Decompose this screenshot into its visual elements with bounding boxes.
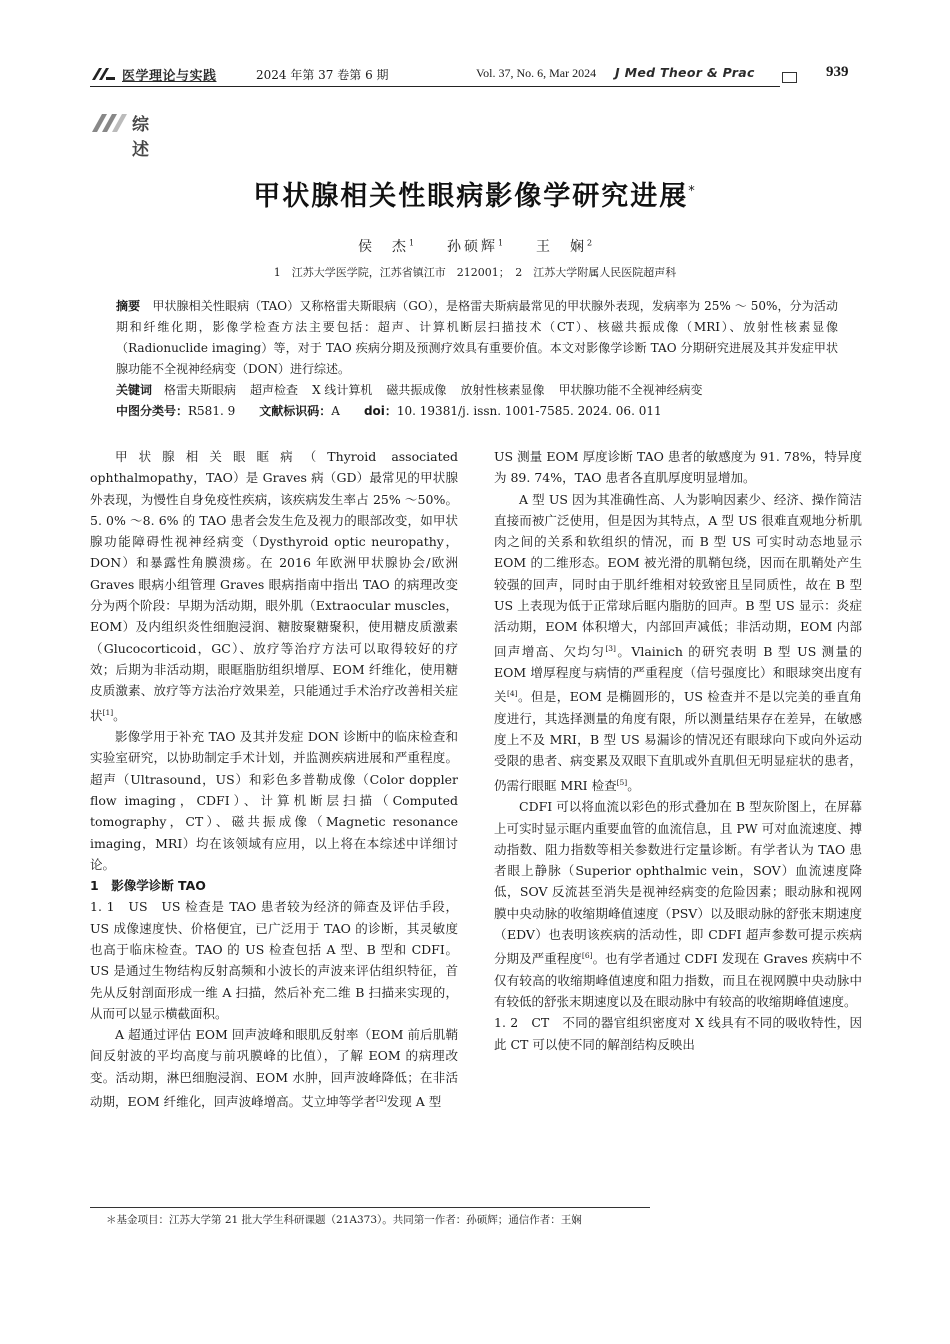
- citation: [3]: [605, 643, 616, 653]
- author-name: 王 娴: [535, 239, 587, 255]
- keyword: 甲状腺功能不全视神经病变: [558, 383, 703, 397]
- footnote: ＊基金项目：江苏大学第 21 批大学生科研课题（21A373）。共同第一作者：孙硕辉；通信作者：王娴: [106, 1214, 582, 1226]
- classification-row: [116, 401, 838, 422]
- section-heading: 1 影像学诊断 TAO: [90, 878, 206, 894]
- journal-name-en: J Med Theor & Prac: [615, 65, 755, 80]
- abstract-paragraph: [116, 296, 838, 380]
- paragraph-text: 。也有学者通过 CDFI 发现在 Graves 疾病中不仅有较高的收缩期峰值速度和阻力指数，而且在视网膜中央动脉中有较低的舒张末期速度以及在眼动脉中有较高的收缩期峰值速度。: [494, 951, 862, 1010]
- paragraph-text: A 型 US 因为其准确性高、人为影响因素少、经济、操作简洁直接而被广泛使用，但是因为其特点，A 型 US 很难直观地分析肌肉之间的关系和软组织的情况，而 B 型 US 可实时动态地显示 EOM 的二维形态。EOM 被光滑的肌鞘包绕，因而在肌鞘处产生较强的回声，同时由于肌纤维相对较致密且呈同质性，故在 B 型 US 上表现为低于正常球后眶内脂肪的回声。B 型 US 显示：炎症活动期，EOM 体积增大，内部回声减低；非活动期，EOM 内部回声增高、欠均匀: [494, 491, 862, 659]
- clc-value: R581. 9: [188, 404, 236, 418]
- author-affiliation-mark: 1: [497, 238, 504, 248]
- body-paragraph: US 测量 EOM 厚度诊断 TAO 患者的敏感度为 91. 78%，特异度为 89. 74%，TAO 患者各直肌厚度明显增加。: [494, 449, 862, 486]
- abstract-label: 摘要: [116, 299, 141, 313]
- issue-cn: 2024 年第 37 卷第 6 期: [256, 68, 389, 82]
- body-paragraph: [90, 1024, 458, 1112]
- author-name: 侯 杰: [357, 239, 409, 255]
- body-paragraph: [90, 446, 458, 726]
- section-label: 综述: [132, 115, 157, 160]
- title-footnote-mark: *: [688, 184, 697, 199]
- paragraph-text: 。但是，EOM 是椭圆形的，US 检查并不是以完美的垂直角度进行，其选择测量的角度有限，所以测量结果存在差异，在敏感度上不及 MRI，B 型 US 易漏诊的情况还有眼球向下或向外运动受限的患者、病变累及双眼下直肌或外直肌但无明显症状的患者，仍需行眼眶 MRI 检查: [494, 689, 862, 793]
- paragraph-text: 。: [113, 707, 126, 723]
- author-name: 孙硕辉: [446, 239, 498, 255]
- abstract-block: [116, 296, 838, 422]
- paragraph-text: 。Vlainich 的研究表明 B 型 US 测量的 EOM 增厚程度与病情的严重程度（信号强度比）和眼球突出度有关: [494, 643, 862, 705]
- keywords-label: 关键词: [116, 383, 153, 397]
- body-paragraph: 影像学用于补充 TAO 及其并发症 DON 诊断中的临床检查和实验室研究，以协助制定手术计划，并监测疾病进展和严重程度。超声（Ultrasound，US）和彩色多普勒成像（Color doppler flow imaging，CDFI）、计算机断层扫描（Computed tomography，CT）、磁共振成像（Magnetic resonance imaging，MRI）均在该领域有应用，以上将在本综述中详细讨论。: [90, 729, 458, 872]
- journal-logo-icon: [90, 66, 116, 82]
- doc-code-label: 文献标识码：: [259, 404, 332, 418]
- keyword: 格雷夫斯眼病: [164, 383, 237, 397]
- citation: [1]: [102, 707, 114, 717]
- right-column: [494, 446, 862, 1055]
- author-affiliation-mark: 1: [408, 238, 415, 248]
- article-title: [90, 174, 860, 213]
- keywords-row: [116, 380, 838, 401]
- journal-name-cn: 医学理论与实践: [122, 69, 217, 84]
- header-box-icon: [782, 72, 797, 83]
- author-list: [90, 236, 860, 256]
- left-column: [90, 446, 458, 1113]
- running-header: [90, 64, 870, 86]
- paragraph-text: 。: [627, 777, 640, 793]
- page-number: 939: [826, 64, 849, 80]
- citation: [2]: [376, 1094, 387, 1104]
- body-paragraph: [494, 489, 862, 797]
- citation: [4]: [506, 689, 518, 699]
- keyword: 放射性核素显像: [460, 383, 545, 397]
- abstract-text: 甲状腺相关性眼病（TAO）又称格雷夫斯眼病（GO），是格雷夫斯病最常见的甲状腺外表现，发病率为 25% ～ 50%，分为活动期和纤维化期，影像学检查方法主要包括：超声、计算机断层扫描技术（CT）、核磁共振成像（MRI）、放射性核素显像（Radionuclide imaging）等，对于 TAO 疾病分期及预测疗效具有重要价值。本文对影像学诊断 TAO 分期研究进展及其并发症甲状腺功能不全视神经病变（DON）进行综述。: [116, 299, 838, 376]
- keyword: 超声检查: [250, 383, 299, 397]
- affiliations: 1 江苏大学医学院，江苏省镇江市 212001； 2 江苏大学附属人民医院超声科: [273, 266, 677, 279]
- author-affiliation-mark: 2: [586, 238, 593, 248]
- doc-code-value: A: [331, 404, 340, 418]
- clc-label: 中图分类号：: [116, 404, 189, 418]
- title-text: 甲状腺相关性眼病影像学研究进展: [253, 181, 689, 212]
- paragraph-text: 甲状腺相关眼眶病（Thyroid associated ophthalmopathy，TAO）是 Graves 病（GD）最常见的甲状腺外表现，为慢性自身免疫性疾病，该疾病发生率占 25% ～50%。5. 0% ～8. 6% 的 TAO 患者会发生危及视力的眼部改变，如甲状腺功能障碍性视神经病变（Dysthyroid optic neuropathy，DON）和暴露性角膜溃疡。在 2016 年欧洲甲状腺协会/欧洲 Graves 眼病小组管理 Graves 眼病指南中指出 TAO 的病理改变分为两个阶段：早期为活动期，眼外肌（Extraocular muscles，EOM）及内组织炎性细胞浸润、糖胺聚糖聚积，使用糖皮质激素（Glucocorticoid，GC）、放疗等治疗方法可以取得较好的疗效；后期为非活动期，眼眶脂肪组织增厚、EOM 纤维化，使用糖皮质激素、放疗等方法治疗效果差，只能通过手术治疗改善相关症状: [90, 449, 458, 723]
- header-rule: [90, 86, 780, 87]
- keyword: X 线计算机: [312, 383, 373, 397]
- keyword: 磁共振成像: [386, 383, 447, 397]
- paragraph-text: A 超通过评估 EOM 回声波峰和眼肌反射率（EOM 前后肌鞘间反射波的平均高度与前巩膜峰的比值），了解 EOM 的病理改变。活动期，淋巴细胞浸润、EOM 水肿，回声波峰降低；在非活动期，EOM 纤维化，回声波峰增高。艾立坤等学者: [90, 1027, 458, 1110]
- section-slash-icon: [90, 112, 128, 134]
- paragraph-text: 发现 A 型: [386, 1094, 442, 1110]
- doi-label: doi：: [363, 404, 397, 418]
- issue-en: Vol. 37, No. 6, Mar 2024: [476, 66, 597, 80]
- body-paragraph: 1. 1 US US 检查是 TAO 患者较为经济的筛查及评估手段，US 成像速度快、价格便宜，已广泛用于 TAO 的诊断，其灵敏度也高于临床检查。TAO 的 US 检查包括 A 型、B 型和 CDFI。US 是通过生物结构反射高频和小波长的声波来评估组织特征，首先从反射剖面形成一维 A 扫描，然后补充二维 B 扫描来实现的，从而可以显示横截面积。: [90, 899, 458, 1021]
- doi-value: 10. 19381/j. issn. 1001-7585. 2024. 06. 011: [396, 404, 662, 418]
- body-paragraph: [494, 796, 862, 1012]
- body-paragraph: 1. 2 CT 不同的器官组织密度对 X 线具有不同的吸收特性，因此 CT 可以使不同的解剖结构反映出: [494, 1015, 862, 1052]
- paragraph-text: CDFI 可以将血流以彩色的形式叠加在 B 型灰阶图上，在屏幕上可实时显示眶内重要血管的血流信息，且 PW 可对血流速度、搏动指数、阻力指数等相关参数进行定量诊断。有学者认为 TAO 患者眼上静脉（Superior ophthalmic vein，SOV）血流速度降低，SOV 反流甚至消失是视神经病变的危险因素；眼动脉和视网膜中央动脉的收缩期峰值速度（PSV）以及眼动脉的舒张末期速度（EDV）也表明该疾病的活动性，即 CDFI 超声参数可提示疾病分期及严重程度: [494, 799, 862, 967]
- citation: [5]: [616, 777, 628, 787]
- citation: [6]: [581, 951, 593, 961]
- footnote-rule: [90, 1207, 650, 1208]
